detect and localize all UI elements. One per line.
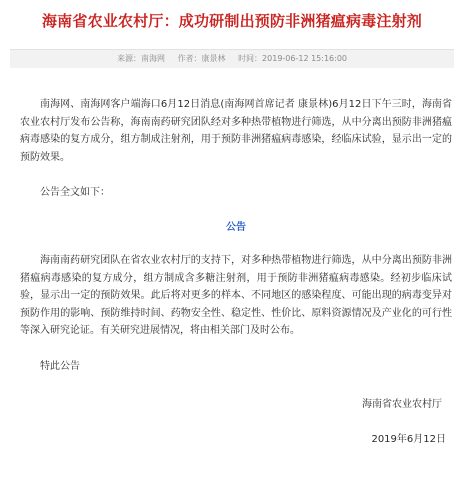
notice-date: 2019年6月12日 — [371, 433, 446, 445]
article-author: 作者：康景林 — [177, 54, 226, 63]
article-source: 来源：南海网 — [116, 54, 165, 63]
notice-closing: 特此公告 — [40, 360, 80, 372]
notice-signature: 海南省农业农村厅 — [362, 399, 442, 410]
article-meta-bar — [10, 49, 454, 68]
article-title: 海南省农业农村厅：成功研制出预防非洲猪瘟病毒注射剂 — [41, 12, 422, 30]
notice-heading: 公告 — [226, 221, 246, 233]
full-text-intro: 公告全文如下： — [40, 187, 110, 198]
article-time: 时间：2019-06-12 15:16:00 — [238, 54, 348, 63]
notice-body: 海南南药研究团队在省农业农村厅的支持下，对多种热带植物进行筛选，从中分离出预防非洲猪瘟病毒感染的复方成分，组方制成含多糖注射剂，用于预防非洲猪瘟病毒感染。经初步临床试验，显示出一定的预防效果。此后将对更多的样本、不同地区的感染程度、可能出现的病毒变异对预防作用的影响、预防维持时间、药物安全性、稳定性、性价比、原料资源情况及产业化的可行性等深入研究论证。有关研究进展情况，将由相关部门及时公布。 — [20, 255, 452, 336]
article-body — [20, 96, 452, 448]
lead-paragraph: 南海网、南海网客户端海口6月12日消息(南海网首席记者 康景林)6月12日下午三时，海南省农业农村厅发布公告称，海南南药研究团队经对多种热带植物进行筛选，从中分离出预防非洲猪瘟病毒感染的复方成分，组方制成注射剂，用于预防非洲猪瘟病毒感染，经临床试验，显示出一定的预防效果。 — [20, 99, 452, 163]
